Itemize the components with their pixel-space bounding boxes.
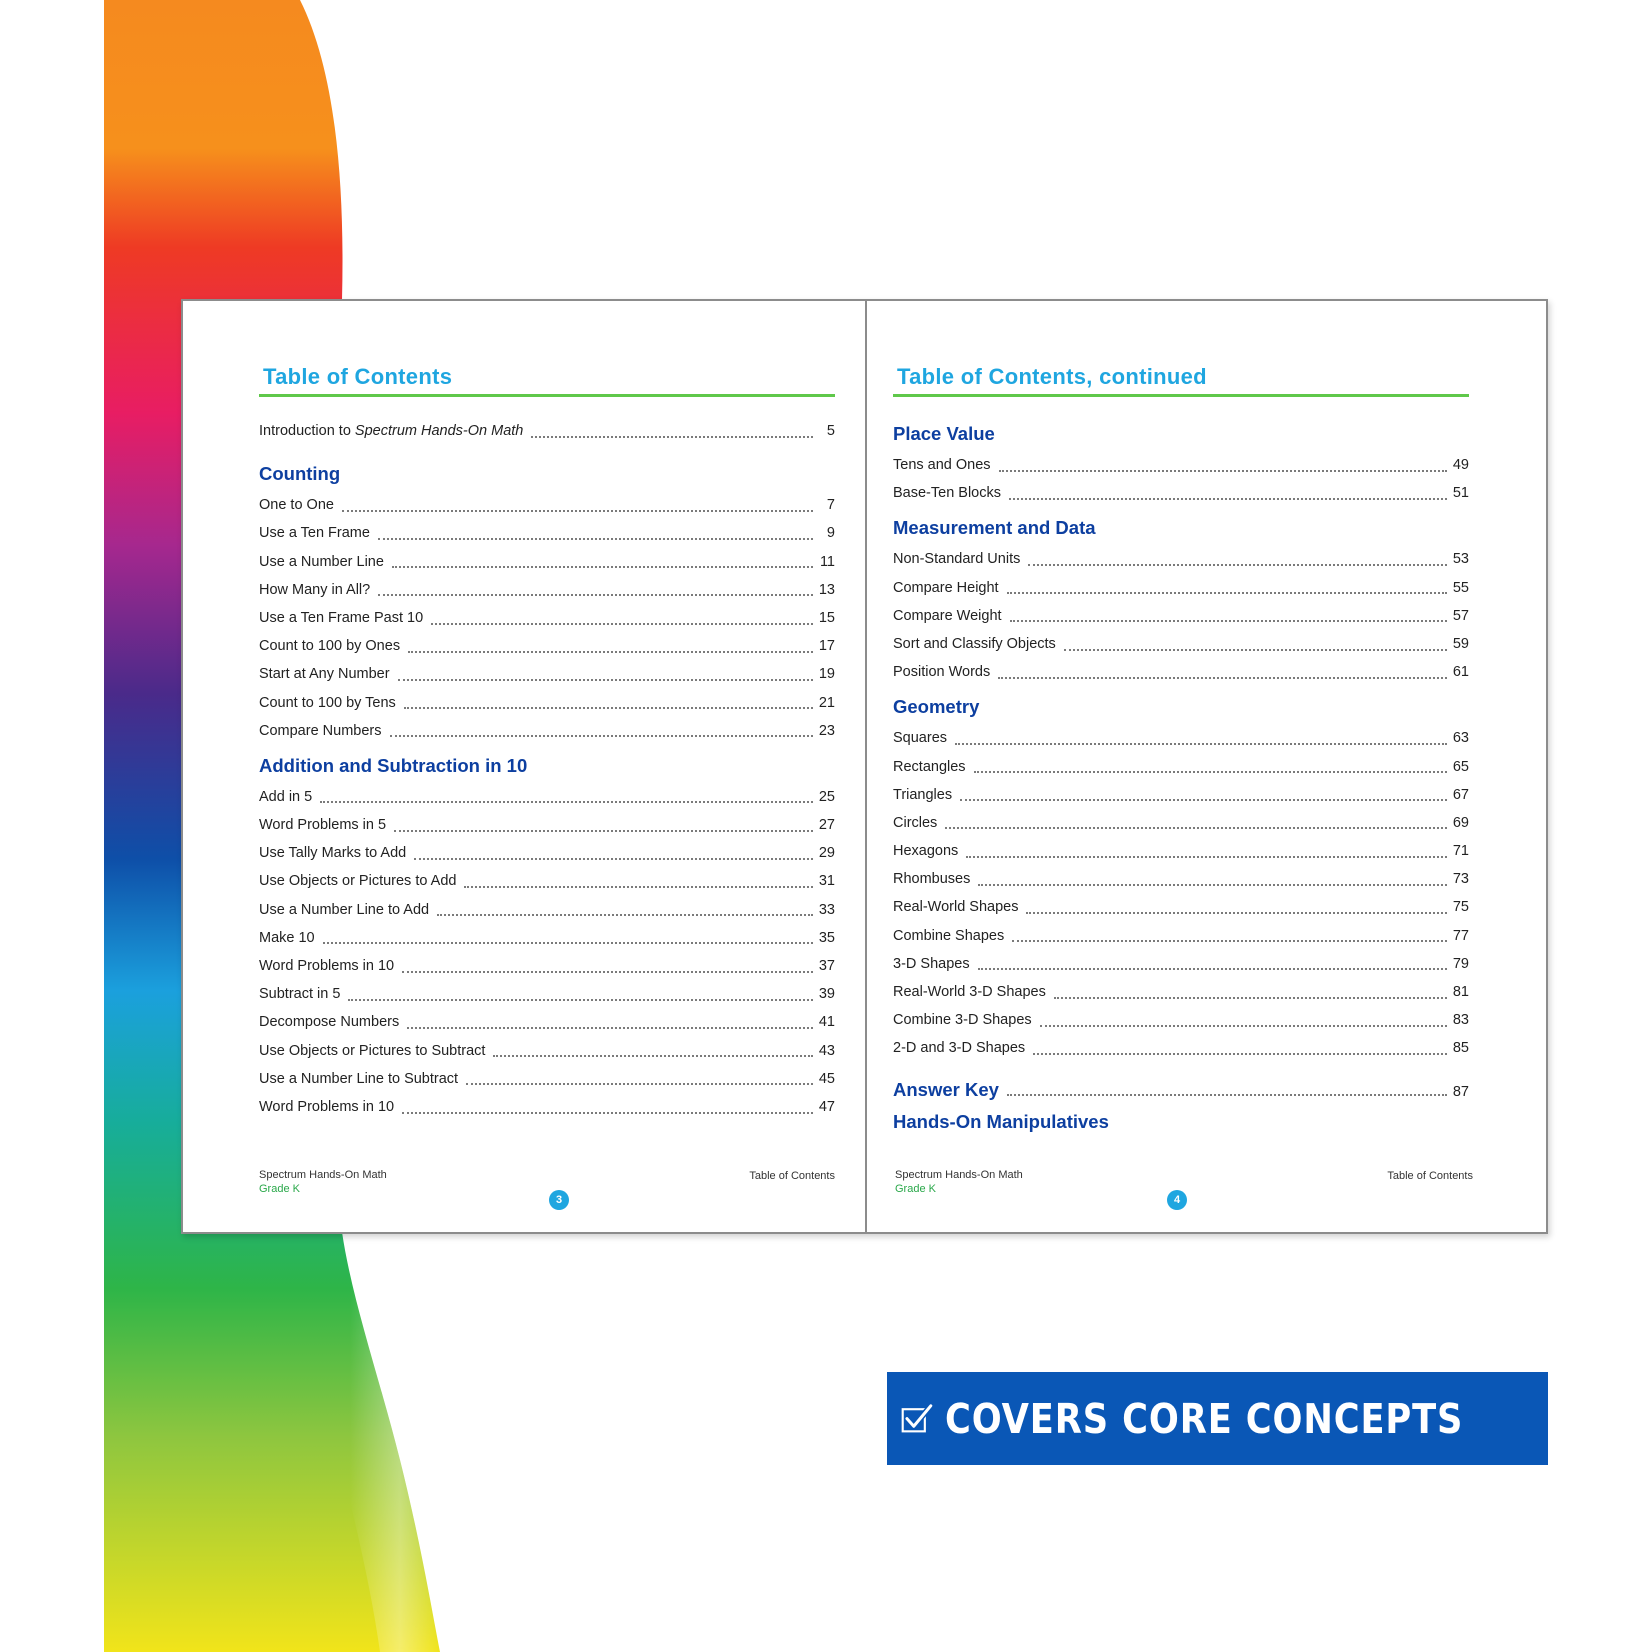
toc-entry-label: Rectangles bbox=[893, 758, 966, 775]
toc-entry-page: 71 bbox=[1452, 843, 1469, 860]
dot-leader bbox=[323, 941, 813, 944]
toc-title: Table of Contents bbox=[259, 363, 835, 397]
toc-entry bbox=[893, 922, 1469, 950]
toc-entry bbox=[259, 783, 835, 811]
toc-entry-page: 23 bbox=[818, 722, 835, 739]
toc-entry bbox=[893, 545, 1469, 573]
toc-entry-label: Real-World Shapes bbox=[893, 899, 1019, 916]
toc-section-heading: Geometry bbox=[893, 696, 980, 718]
toc-entry-label: Non-Standard Units bbox=[893, 551, 1021, 568]
dot-leader bbox=[437, 913, 813, 916]
toc-entry-page: 33 bbox=[818, 901, 835, 918]
dot-leader bbox=[955, 742, 1447, 745]
dot-leader bbox=[1007, 591, 1447, 594]
toc-entry bbox=[259, 717, 835, 745]
dot-leader bbox=[394, 829, 813, 832]
toc-entry-label: Combine Shapes bbox=[893, 927, 1005, 944]
toc-entry-label: Use a Number Line to Add bbox=[259, 901, 430, 918]
toc-entry-label: Count to 100 by Tens bbox=[259, 694, 396, 711]
toc-entry-page: 37 bbox=[818, 958, 835, 974]
toc-entry bbox=[259, 660, 835, 688]
dot-leader bbox=[1026, 911, 1447, 914]
toc-entry-page: 83 bbox=[1452, 1012, 1469, 1029]
page-number-badge: 4 bbox=[1167, 1190, 1187, 1210]
toc-entry-page: 25 bbox=[818, 788, 835, 805]
toc-entry-label: 2-D and 3-D Shapes bbox=[893, 1040, 1026, 1057]
dot-leader bbox=[1010, 619, 1447, 622]
toc-entry-page: 19 bbox=[818, 666, 835, 683]
toc-entry-label: Use Objects or Pictures to Subtract bbox=[259, 1042, 486, 1059]
toc-entry bbox=[893, 1006, 1469, 1034]
banner-text: COVERS CORE CONCEPTS bbox=[945, 1394, 1464, 1443]
toc-entry-label: Use a Ten Frame Past 10 bbox=[259, 609, 424, 626]
toc-entry bbox=[893, 479, 1469, 507]
toc-entry bbox=[893, 658, 1469, 686]
toc-entry-label: Word Problems in 5 bbox=[259, 817, 387, 834]
footer-section: Table of Contents bbox=[749, 1170, 835, 1182]
dot-leader bbox=[408, 650, 813, 653]
toc-entry bbox=[893, 865, 1469, 893]
toc-entry-page: 31 bbox=[818, 873, 835, 890]
toc-entry-page: 69 bbox=[1452, 814, 1469, 831]
toc-entry-label: Decompose Numbers bbox=[259, 1014, 400, 1031]
toc-entry bbox=[259, 1093, 835, 1121]
dot-leader bbox=[974, 770, 1447, 773]
toc-entry bbox=[893, 950, 1469, 978]
toc-entry-label: Count to 100 by Ones bbox=[259, 638, 401, 655]
toc-entry-page: 13 bbox=[818, 581, 835, 598]
toc-entry-label: Compare Weight bbox=[893, 607, 1002, 624]
dot-leader bbox=[999, 469, 1447, 472]
footer-book-title: Spectrum Hands-On Math bbox=[259, 1169, 387, 1181]
toc-entry-page: 61 bbox=[1452, 664, 1469, 681]
left-page bbox=[183, 301, 865, 1232]
toc-entry-page: 73 bbox=[1452, 871, 1469, 888]
toc-entry bbox=[893, 1034, 1469, 1062]
toc-entry-page: 17 bbox=[818, 638, 835, 655]
toc-entry-page: 15 bbox=[818, 609, 835, 626]
toc-section-heading: Addition and Subtraction in 10 bbox=[259, 754, 528, 776]
toc-entry-label: Compare Height bbox=[893, 579, 999, 596]
toc-title-continued: Table of Contents, continued bbox=[893, 363, 1469, 397]
toc-entry-page: 59 bbox=[1452, 635, 1469, 652]
toc-entry bbox=[259, 604, 835, 632]
footer-section: Table of Contents bbox=[1387, 1170, 1473, 1182]
toc-entry-label: Use a Number Line bbox=[259, 553, 384, 570]
toc-entry-label: Start at Any Number bbox=[259, 666, 390, 683]
dot-leader bbox=[466, 1082, 813, 1085]
dot-leader bbox=[320, 800, 813, 803]
dot-leader bbox=[493, 1054, 813, 1057]
toc-entry-label: Hexagons bbox=[893, 843, 959, 860]
toc-entry-page: 67 bbox=[1452, 786, 1469, 803]
toc-entry-label: Make 10 bbox=[259, 929, 315, 946]
toc-entry-label: Compare Numbers bbox=[259, 722, 382, 739]
right-toc bbox=[893, 363, 1469, 1139]
toc-entry bbox=[259, 576, 835, 604]
toc-entry-page: 11 bbox=[819, 553, 835, 570]
footer-book bbox=[895, 1168, 1023, 1196]
dot-leader bbox=[1033, 1052, 1447, 1055]
toc-entry-page: 29 bbox=[818, 845, 835, 862]
toc-entry-label: Word Problems in 10 bbox=[259, 958, 395, 974]
toc-entry bbox=[259, 1065, 835, 1093]
toc-entry bbox=[893, 724, 1469, 752]
right-page bbox=[867, 301, 1549, 1232]
book-spread bbox=[181, 299, 1548, 1234]
toc-entry-label: Subtract in 5 bbox=[259, 986, 341, 1003]
toc-entry-page: 81 bbox=[1452, 984, 1469, 1000]
dot-leader bbox=[404, 706, 813, 709]
dot-leader bbox=[1064, 648, 1447, 651]
toc-entry bbox=[893, 451, 1469, 479]
dot-leader bbox=[378, 537, 813, 540]
toc-entry bbox=[259, 867, 835, 895]
toc-entry-label: Position Words bbox=[893, 664, 991, 681]
toc-entry bbox=[259, 839, 835, 867]
checkbox-check-icon bbox=[901, 1382, 933, 1456]
intro-book-title: Spectrum Hands-On Math bbox=[354, 423, 524, 439]
toc-entry-page: 49 bbox=[1452, 457, 1469, 473]
dot-leader bbox=[1012, 939, 1447, 942]
footer-grade: Grade K bbox=[259, 1183, 300, 1195]
dot-leader bbox=[978, 883, 1447, 886]
dot-leader bbox=[531, 435, 813, 438]
toc-entry bbox=[893, 978, 1469, 1006]
toc-entry-page: 63 bbox=[1452, 730, 1469, 747]
toc-entry-page: 57 bbox=[1452, 607, 1469, 624]
toc-entry-label: Rhombuses bbox=[893, 871, 971, 888]
dot-leader bbox=[1009, 497, 1447, 500]
toc-entry bbox=[259, 896, 835, 924]
toc-section-heading: Place Value bbox=[893, 423, 995, 444]
toc-entry-page: 27 bbox=[818, 817, 835, 834]
toc-entry bbox=[259, 519, 835, 547]
toc-entry-label bbox=[259, 417, 523, 445]
dot-leader bbox=[431, 622, 813, 625]
toc-heading-manipulatives: Hands-On Manipulatives bbox=[893, 1110, 1109, 1132]
toc-entry bbox=[893, 809, 1469, 837]
toc-entry-page: 21 bbox=[818, 694, 835, 711]
dot-leader bbox=[402, 1111, 813, 1114]
toc-entry-label: Word Problems in 10 bbox=[259, 1098, 395, 1115]
toc-entry-label: Squares bbox=[893, 730, 948, 747]
dot-leader bbox=[1028, 563, 1447, 566]
toc-entry-page: 47 bbox=[818, 1098, 835, 1115]
toc-entry bbox=[259, 952, 835, 980]
dot-leader bbox=[392, 565, 813, 568]
left-toc bbox=[259, 363, 835, 1121]
toc-entry bbox=[893, 602, 1469, 630]
dot-leader bbox=[978, 967, 1447, 970]
toc-entry bbox=[893, 753, 1469, 781]
dot-leader bbox=[414, 857, 813, 860]
toc-entry-page: 39 bbox=[818, 986, 835, 1003]
toc-entry-page: 77 bbox=[1452, 927, 1469, 944]
toc-entry-label: Circles bbox=[893, 814, 938, 831]
footer-grade: Grade K bbox=[895, 1183, 936, 1195]
toc-entry-label: Combine 3-D Shapes bbox=[893, 1012, 1032, 1029]
dot-leader bbox=[998, 676, 1447, 679]
toc-entry-label: Triangles bbox=[893, 786, 953, 803]
toc-entry bbox=[259, 811, 835, 839]
toc-entry-label: One to One bbox=[259, 497, 334, 514]
dot-leader bbox=[348, 998, 813, 1001]
toc-entry bbox=[893, 781, 1469, 809]
dot-leader bbox=[464, 885, 813, 888]
toc-entry-label: Base-Ten Blocks bbox=[893, 485, 1001, 502]
toc-entry-label: Use Objects or Pictures to Add bbox=[259, 873, 457, 890]
dot-leader bbox=[966, 855, 1447, 858]
toc-entry-page: 43 bbox=[818, 1042, 835, 1059]
toc-entry-page: 51 bbox=[1452, 485, 1469, 502]
toc-entry-page: 35 bbox=[818, 929, 835, 946]
footer-book bbox=[259, 1168, 387, 1196]
dot-leader bbox=[378, 593, 813, 596]
toc-entry-page: 85 bbox=[1452, 1040, 1469, 1057]
dot-leader bbox=[1007, 1093, 1447, 1096]
page-number-badge: 3 bbox=[549, 1190, 569, 1210]
toc-entry-page: 41 bbox=[818, 1014, 835, 1031]
toc-entry-label: Use a Number Line to Subtract bbox=[259, 1070, 459, 1087]
toc-entry bbox=[893, 630, 1469, 658]
dot-leader bbox=[342, 509, 813, 512]
toc-entry bbox=[893, 837, 1469, 865]
toc-entry-label: How Many in All? bbox=[259, 581, 371, 598]
toc-entry-label: 3-D Shapes bbox=[893, 955, 970, 972]
toc-entry-intro bbox=[259, 417, 835, 445]
toc-entry-page: 65 bbox=[1452, 758, 1469, 775]
toc-entry-page: 5 bbox=[826, 423, 835, 439]
toc-entry bbox=[259, 548, 835, 576]
dot-leader bbox=[402, 970, 813, 973]
toc-entry-page: 79 bbox=[1452, 955, 1469, 972]
dot-leader bbox=[1054, 996, 1447, 999]
toc-entry-page: 7 bbox=[826, 497, 835, 514]
toc-entry-label: Answer Key bbox=[893, 1078, 999, 1100]
toc-entry-label: Tens and Ones bbox=[893, 457, 991, 473]
intro-prefix: Introduction to bbox=[259, 423, 355, 439]
dot-leader bbox=[398, 678, 813, 681]
dot-leader bbox=[945, 826, 1447, 829]
toc-entry-page: 55 bbox=[1452, 579, 1469, 596]
toc-entry-page: 45 bbox=[818, 1070, 835, 1087]
dot-leader bbox=[407, 1026, 813, 1029]
toc-entry bbox=[259, 1037, 835, 1065]
toc-entry-answer-key bbox=[893, 1075, 1469, 1105]
toc-entry-label: Add in 5 bbox=[259, 788, 313, 805]
toc-entry bbox=[259, 980, 835, 1008]
dot-leader bbox=[1040, 1024, 1447, 1027]
footer-book-title: Spectrum Hands-On Math bbox=[895, 1169, 1023, 1181]
toc-entry-page: 9 bbox=[826, 525, 835, 542]
toc-entry bbox=[259, 924, 835, 952]
left-sections bbox=[259, 457, 835, 1121]
core-concepts-banner bbox=[887, 1372, 1548, 1465]
toc-entry-label: Use Tally Marks to Add bbox=[259, 845, 407, 862]
toc-entry bbox=[893, 893, 1469, 921]
toc-entry bbox=[893, 574, 1469, 602]
toc-entry-page: 75 bbox=[1452, 899, 1469, 916]
dot-leader bbox=[960, 798, 1447, 801]
toc-entry bbox=[259, 1008, 835, 1036]
dot-leader bbox=[390, 734, 814, 737]
toc-entry-label: Real-World 3-D Shapes bbox=[893, 984, 1046, 1000]
toc-section-heading: Counting bbox=[259, 463, 341, 485]
toc-entry bbox=[259, 689, 835, 717]
toc-entry-page: 87 bbox=[1452, 1083, 1469, 1100]
toc-section-heading: Measurement and Data bbox=[893, 517, 1096, 539]
toc-entry bbox=[259, 632, 835, 660]
toc-entry-label: Use a Ten Frame bbox=[259, 525, 370, 542]
right-sections bbox=[893, 417, 1469, 1063]
toc-entry-label: Sort and Classify Objects bbox=[893, 635, 1056, 652]
toc-entry-page: 53 bbox=[1452, 551, 1469, 568]
toc-entry bbox=[259, 491, 835, 519]
